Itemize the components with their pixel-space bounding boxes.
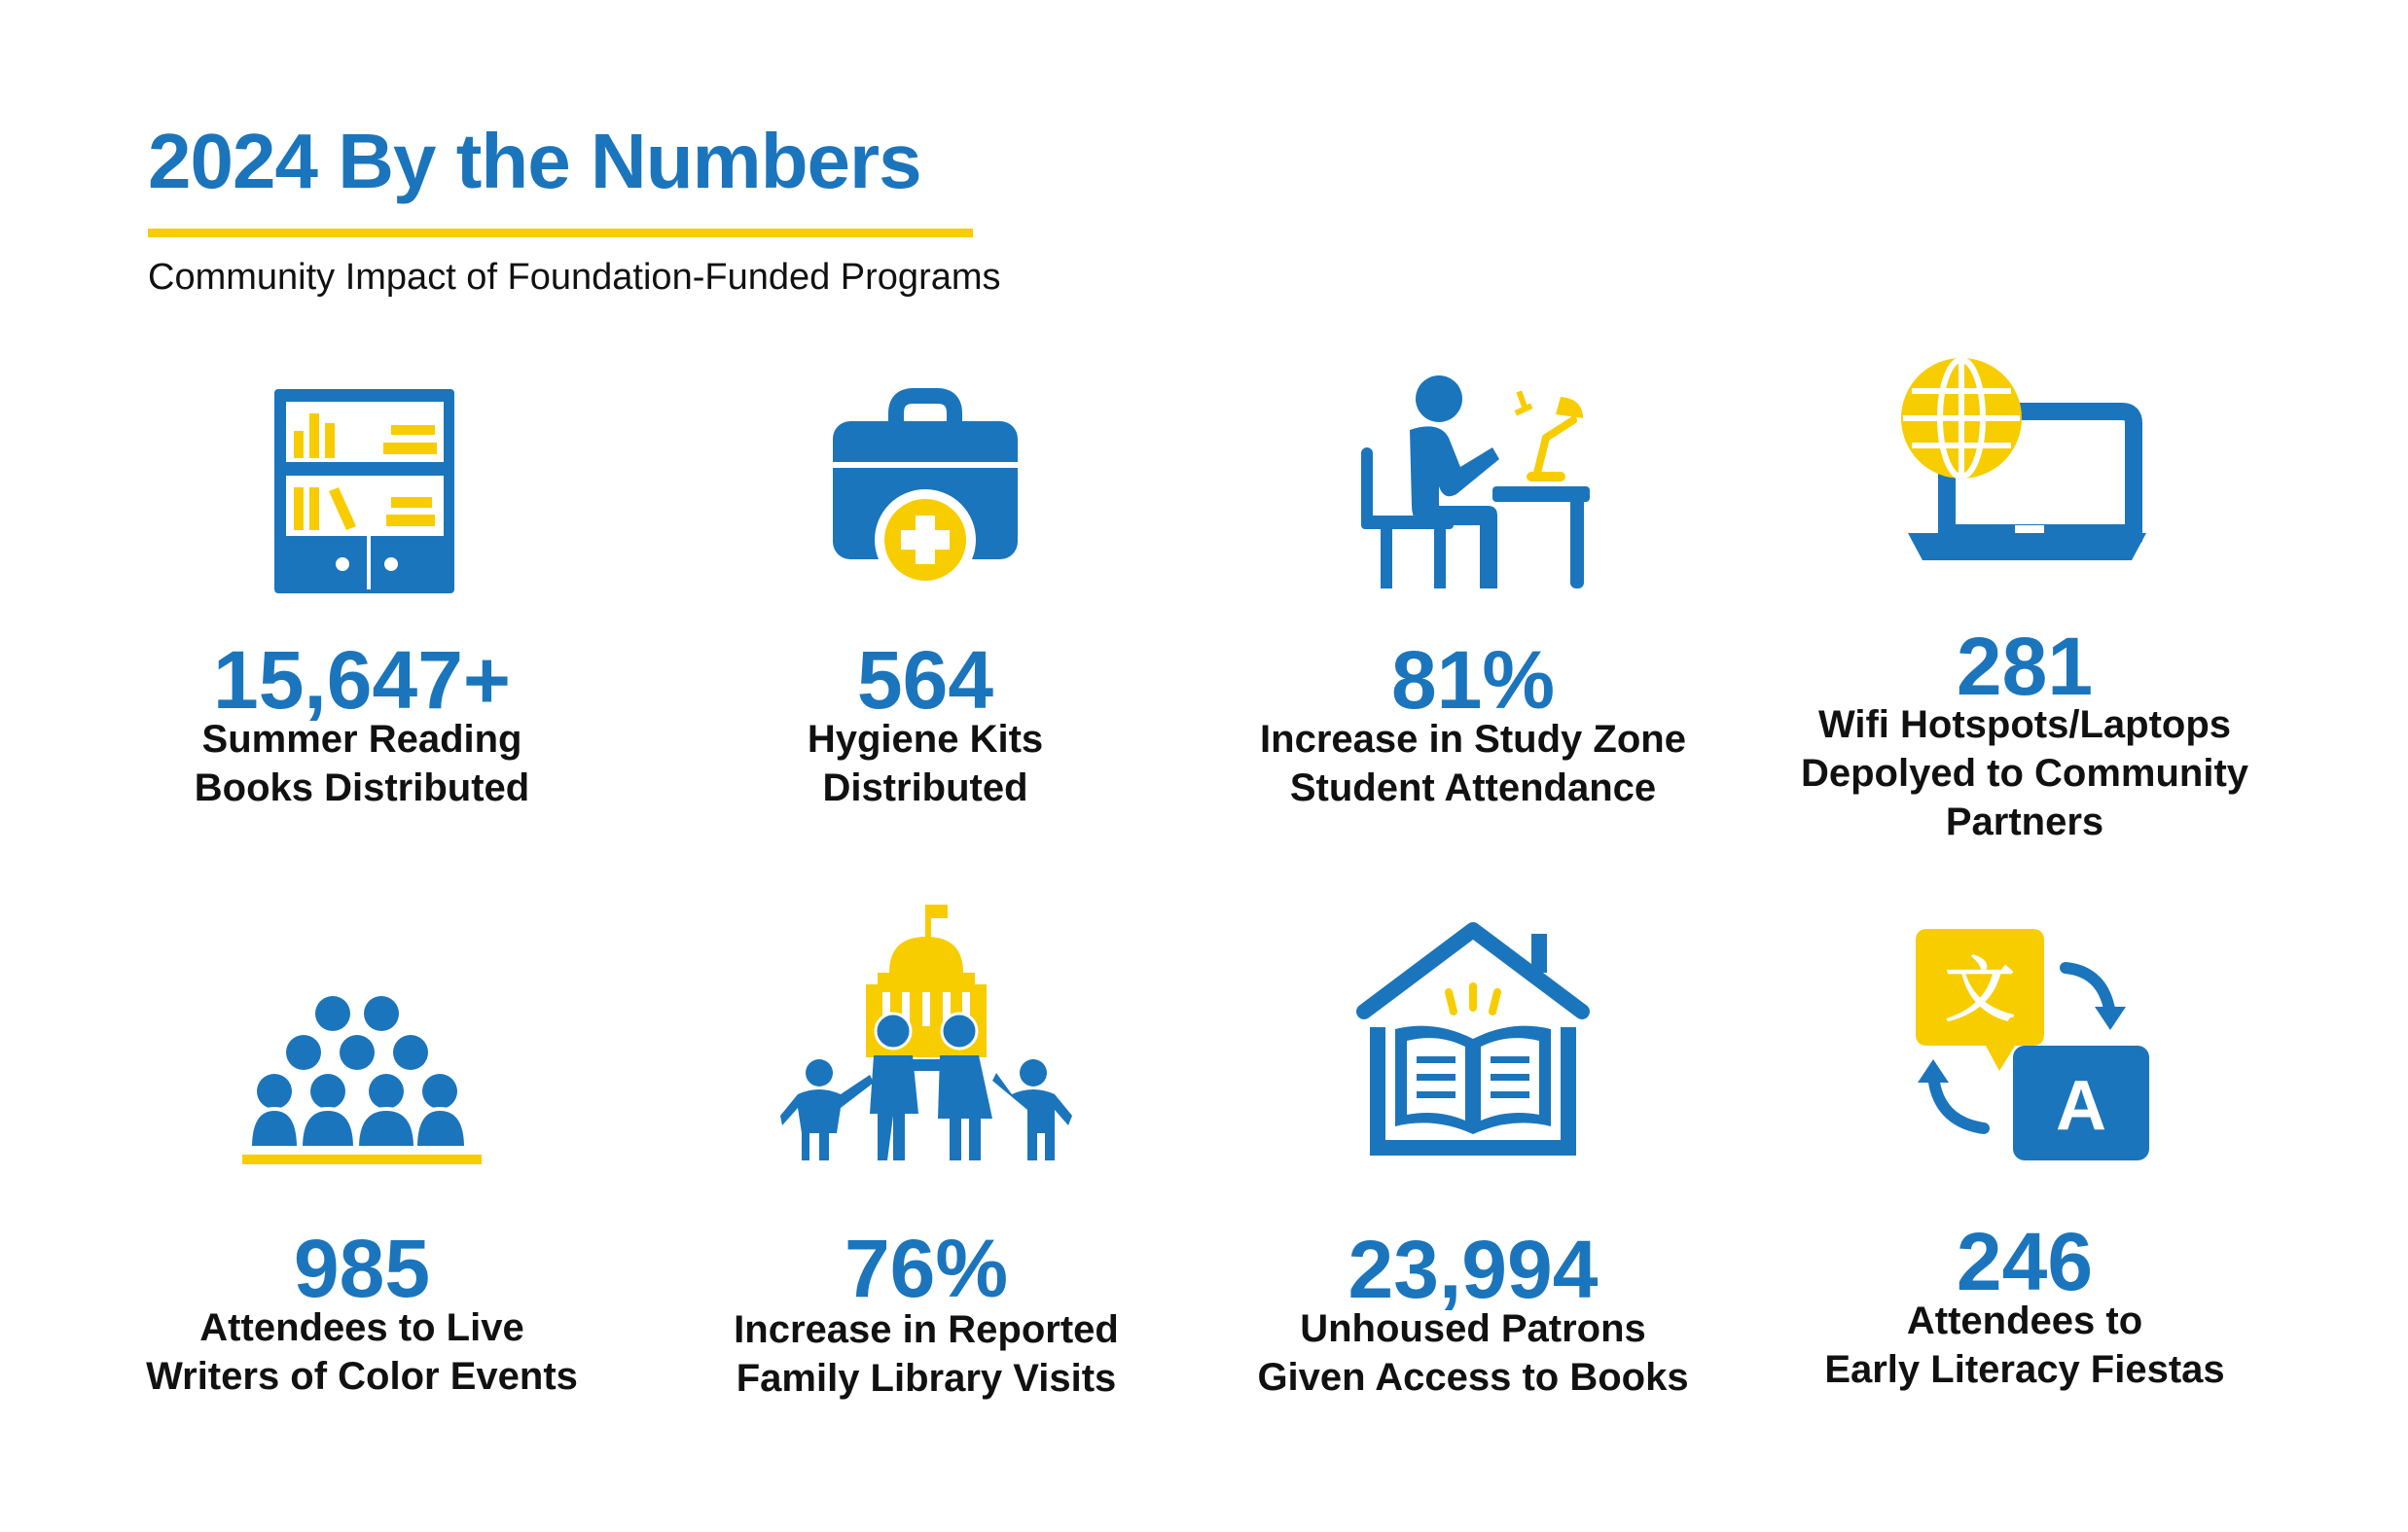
stat-label-line: Partners [1945,801,2104,843]
stat-label-line: Given Access to Books [1257,1356,1689,1399]
stat-card-study-zone [1181,370,1765,837]
bookshelf-icon [265,384,459,598]
stat-label-line: Books Distributed [194,766,530,809]
house-book-icon [1356,922,1590,1156]
stat-number: 23,994 [1348,1224,1599,1315]
stat-label [70,1303,654,1401]
stat-label-line: Increase in Reported [734,1308,1119,1351]
stat-card-writers-of-color [70,994,654,1422]
stat-number: 15,647+ [213,634,511,726]
stat-card-family-visits [634,900,1218,1425]
page-subtitle: Community Impact of Foundation-Funded Programs [148,257,1001,298]
laptop-globe-icon [1898,358,2151,567]
stat-number: 81% [1390,634,1556,726]
stat-label [1733,1297,2317,1394]
stat-number: 985 [293,1223,431,1314]
stat-label-line: Attendees to [1906,1300,2143,1342]
stat-label-line: Early Literacy Fiestas [1824,1348,2225,1391]
stat-label [633,715,1217,812]
svg-text:文: 文 [1944,952,2016,1030]
stat-label [1181,715,1765,812]
stat-label-line: Distributed [822,766,1028,809]
stat-card-summer-reading [70,384,654,832]
stat-card-unhoused-patrons [1181,922,1765,1423]
page-title: 2024 By the Numbers [148,118,921,204]
svg-text:A: A [2056,1067,2106,1145]
stat-label [1733,700,2317,846]
stat-label-line: Hygiene Kits [807,718,1044,761]
stat-label [1181,1304,1765,1402]
translate-icon [1898,929,2151,1162]
audience-icon [240,994,484,1169]
stat-label-line: Student Attendance [1289,766,1657,809]
stat-label-line: Summer Reading [201,718,522,761]
stat-number: 564 [856,634,994,726]
student-desk-icon [1351,370,1595,593]
stat-label-line: Writers of Color Events [146,1355,578,1398]
title-underline [148,229,973,237]
stat-label [70,715,654,812]
stat-number: 281 [1956,621,2094,712]
stat-number: 246 [1956,1216,2094,1307]
hygiene-kit-icon [828,384,1023,598]
family-library-icon [780,900,1072,1162]
stat-label-line: Depolyed to Community [1800,752,2249,795]
stat-card-wifi-hotspots [1733,358,2317,854]
stat-label-line: Family Library Visits [736,1357,1117,1400]
stat-label [634,1305,1218,1403]
stat-label-line: Wifi Hotspots/Laptops [1817,703,2232,746]
stat-number: 76% [844,1223,1009,1314]
stat-card-hygiene-kits [633,384,1217,832]
stat-card-literacy-fiestas [1733,929,2317,1420]
stat-label-line: Unhoused Patrons [1300,1307,1646,1350]
stat-label-line: Attendees to Live [199,1306,524,1349]
stat-label-line: Increase in Study Zone [1260,718,1686,761]
